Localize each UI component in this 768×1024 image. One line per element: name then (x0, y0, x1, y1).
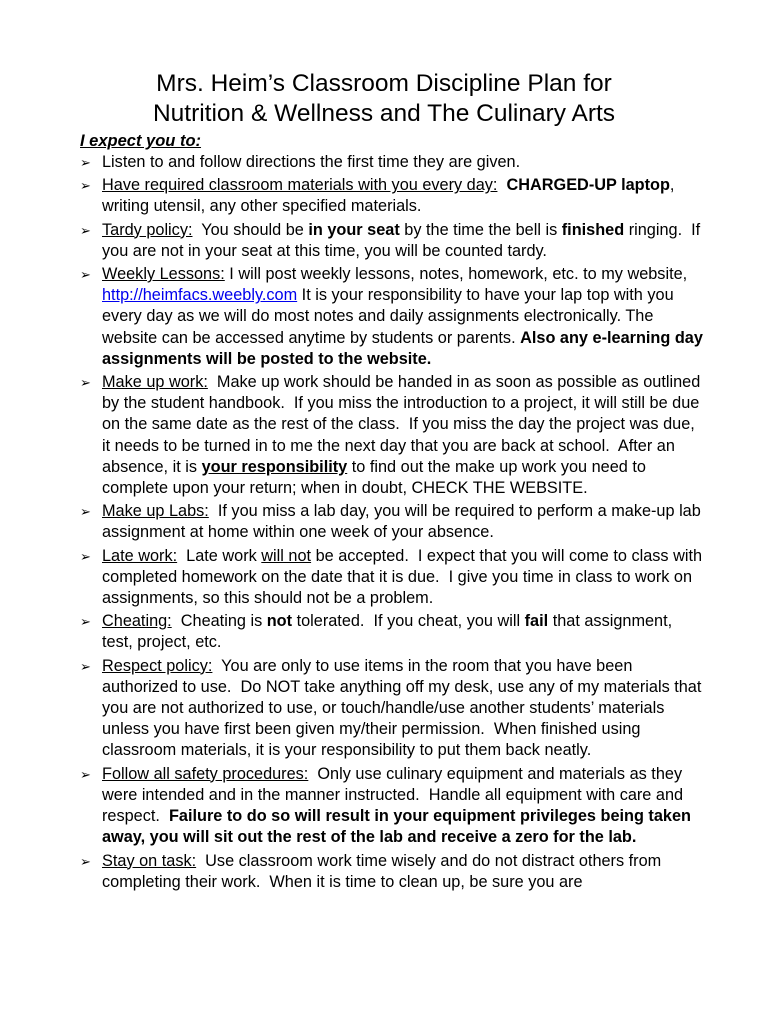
list-item (80, 851, 704, 893)
list-item (80, 764, 704, 849)
list-item (80, 372, 704, 499)
list-item (80, 220, 704, 262)
item-bold: Also any e-learning day assignments will be posted to the website. (102, 328, 703, 368)
item-text: by the time the bell is (399, 220, 562, 239)
item-label: Follow all safety procedures: (102, 764, 309, 783)
item-text: Only use culinary equipment and materials as they were intended and in the manner instructed. Handle all equipment with care and respect. (102, 764, 688, 826)
arrow-bullet-icon: ➢ (80, 614, 91, 630)
item-label: Tardy policy: (102, 220, 193, 239)
arrow-bullet-icon: ➢ (80, 155, 91, 170)
arrow-bullet-icon: ➢ (80, 222, 91, 238)
arrow-bullet-icon: ➢ (80, 178, 91, 194)
arrow-bullet-icon: ➢ (80, 375, 91, 391)
item-text: I will post weekly lessons, notes, homework, etc. to my website, (224, 265, 688, 284)
item-text: You should be (192, 220, 309, 239)
item-text: to find out the make up work you need to complete upon your return; when in doubt, CHECK THE WEBSITE. (102, 457, 646, 498)
item-text: Listen to and follow directions the first time they are given. (102, 153, 521, 171)
item-label: Weekly Lessons: (102, 265, 225, 284)
title-line-1: Mrs. Heim’s Classroom Discipline Plan for (156, 70, 612, 97)
item-text: If you miss a lab day, you will be required to perform a make-up lab assignment at home within one week of your absence. (102, 502, 706, 542)
item-label: Cheating: (102, 612, 172, 631)
list-item (80, 546, 707, 610)
item-text: tolerated. If you cheat, you will (292, 612, 525, 631)
item-bold: Failure to do so will result in your equipment privileges being taken away, you will sit out the rest of the lab and receive a zero for the lab. (102, 807, 691, 847)
item-label: Have required classroom materials with you every day: (102, 176, 498, 195)
intro-heading: I expect you to: (80, 132, 202, 150)
item-text: be accepted. I expect that you will come to class with completed homework on the date that it is due. I give you time in class to work on assignments, so this should not be a problem. (102, 546, 707, 608)
list-item (80, 656, 704, 762)
item-text: It is your responsibility to have your lap top with you every day as we will do most notes and daily assignments electronically. The website can be accessed anytime by students or parents. (102, 286, 674, 347)
expectations-list (80, 152, 707, 895)
item-underline: will not (261, 546, 312, 565)
item-bold-underline: your responsibility (201, 457, 348, 476)
website-link[interactable]: http://heimfacs.weebly.com (102, 286, 298, 305)
list-item (80, 264, 704, 370)
arrow-bullet-icon: ➢ (80, 766, 91, 782)
arrow-bullet-icon: ➢ (80, 853, 91, 869)
item-text: Use classroom work time wisely and do not distract others from completing their work. When it is time to clean up, be sure you are (102, 851, 666, 891)
title-line-2: Nutrition & Wellness and The Culinary Arts (152, 100, 616, 127)
item-text: You are only to use items in the room that you have been authorized to use. Do NOT take anything off my desk, use any of my materials that you are not authorized to use, or touch/handle/use another students’ materials unless you have first been given my/their permission. When finished using classroom materials, it is your responsibility to put them back neatly. (102, 656, 706, 760)
item-bold: fail (524, 612, 549, 631)
item-text: that assignment, test, project, etc. (102, 612, 673, 652)
arrow-bullet-icon: ➢ (80, 548, 91, 564)
item-label: Late work: (102, 546, 178, 565)
arrow-bullet-icon: ➢ (80, 267, 91, 283)
item-text: , writing utensil, any other specified materials. (102, 176, 675, 216)
item-label: Make up Labs: (102, 502, 209, 521)
item-bold: CHARGED-UP laptop (506, 176, 670, 195)
item-text: ringing. If you are not in your seat at this time, you will be counted tardy. (102, 220, 705, 260)
item-bold: finished (561, 220, 625, 239)
list-item (80, 501, 704, 543)
item-label: Respect policy: (102, 656, 213, 675)
item-bold: in your seat (308, 220, 400, 239)
list-item (80, 152, 704, 173)
arrow-bullet-icon: ➢ (80, 658, 91, 674)
item-text: Late work (177, 546, 262, 565)
item-label: Stay on task: (102, 851, 197, 870)
list-item (80, 175, 704, 217)
item-text: Cheating is (171, 612, 267, 631)
item-label: Make up work: (102, 373, 208, 392)
document-title (0, 69, 768, 129)
arrow-bullet-icon: ➢ (80, 504, 91, 520)
list-item (80, 611, 704, 653)
item-bold: not (266, 612, 293, 631)
item-text: Make up work should be handed in as soon as possible as outlined by the student handbook. If you miss the introduction to a project, it will still be due on the same date as the rest of the class. If you miss the day the project was due, it needs to be turned in to me the next day that you are back at school. After an absence, it is (102, 373, 705, 476)
